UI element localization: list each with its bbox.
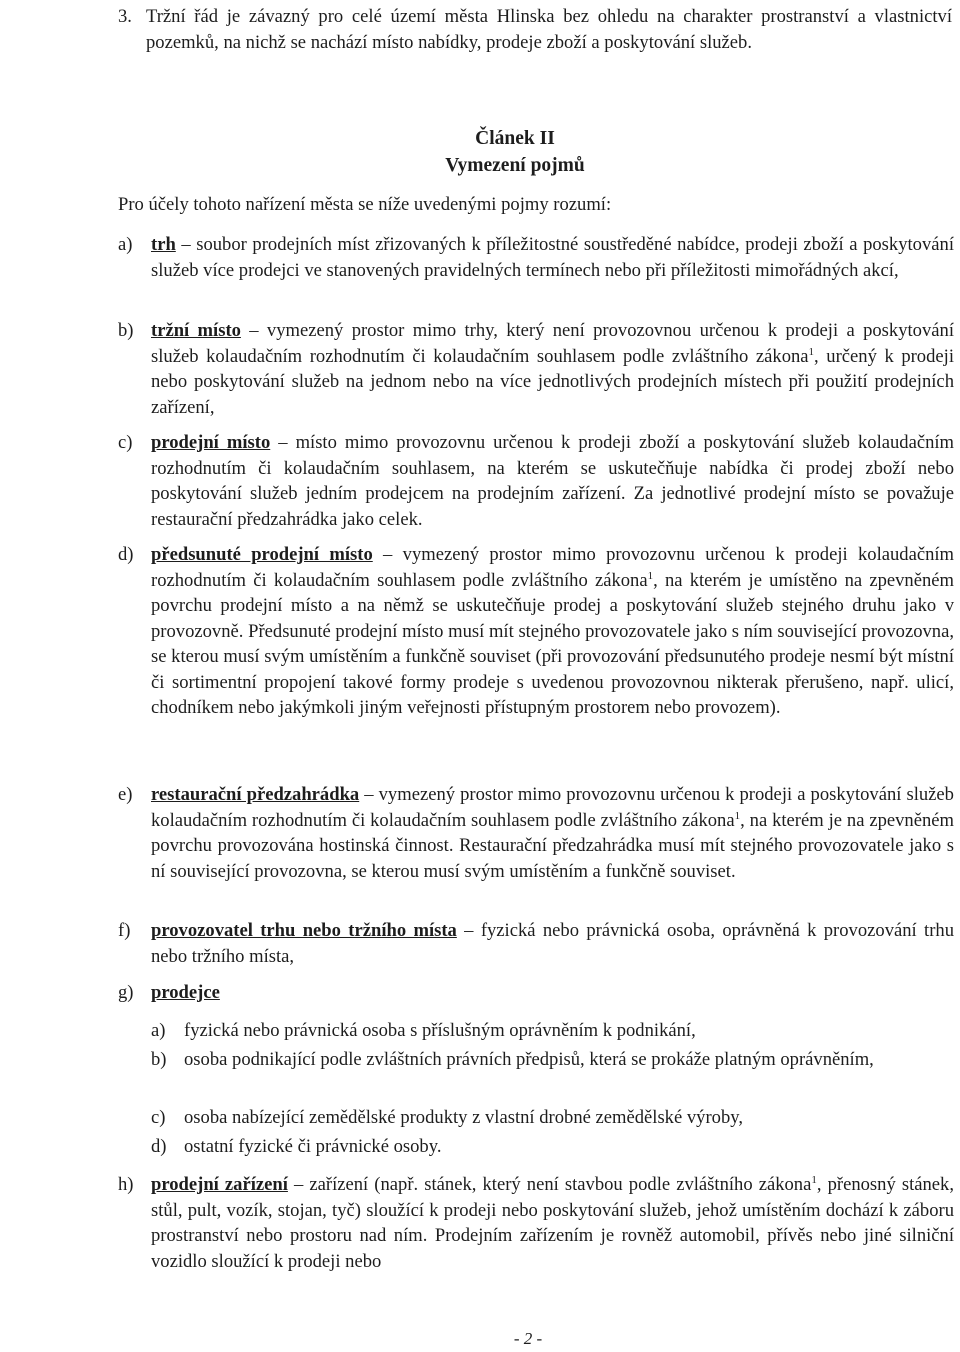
article-lead: Pro účely tohoto nařízení města se níže uvedenými pojmy rozumí: xyxy=(118,194,612,215)
definition-text-continued: , přenosný stánek, stůl, pult, vozík, stojan, tyč) sloužící k prodeji nebo poskytování služeb, jehož umístěním dochází k záboru prostranství nebo prostoru nad ním. Prodejním zařízením je rovněž automobil, přívěs nebo jiné silniční vozidlo sloužící k prodeji nebo xyxy=(151,1174,954,1272)
definition-item xyxy=(151,1172,954,1274)
article-subtitle: Vymezení pojmů xyxy=(445,155,585,176)
definition-item xyxy=(151,782,954,884)
intro-paragraph: Tržní řád je závazný pro celé území města Hlinska bez ohledu na charakter prostranství a vlastnictví pozemků, na nichž se nachází místo nabídky, prodeje zboží a poskytování služeb. xyxy=(146,6,952,53)
definition-text: – fyzická nebo právnická osoba, oprávněná k provozování trhu nebo tržního místa, xyxy=(151,920,954,967)
definition-term: prodejní zařízení xyxy=(151,1174,288,1195)
definition-text-continued: , určený k prodeji nebo poskytování služeb na jednom nebo na více jednotlivých prodejních místech při použití prodejních zařízení, xyxy=(151,345,954,418)
definition-item xyxy=(151,542,954,721)
seller-item: ostatní fyzické či právnické osoby. xyxy=(184,1136,442,1157)
seller-marker: c) xyxy=(151,1107,166,1128)
definition-text-continued: , na kterém je umístěno na zpevněném povrchu prodejní místo a na němž se uskutečňuje prodej a poskytování služeb stejného druhu jako v provozovně. Předsunuté prodejní místo musí mít stejného provozovatele jako s ním související provozovna, se kterou musí svým umístěním a funkčně souviset (při provozování předsunutého prodeje nesmí být místní či sortimentní propojení takové formy prodeje s uvedenou provozovnou nikterak přerušeno, např. ulicí, chodníkem nebo jakýmkoli jiným veřejnosti přístupným prostorem nebo provozem). xyxy=(151,569,954,718)
definition-term: předsunuté prodejní místo xyxy=(151,544,373,565)
definition-marker: g) xyxy=(118,982,134,1003)
definition-term: prodejní místo xyxy=(151,432,271,453)
seller-marker: b) xyxy=(151,1049,167,1070)
definition-term: provozovatel trhu nebo tržního místa xyxy=(151,920,457,941)
definition-marker: f) xyxy=(118,920,131,941)
footnote-reference: 1 xyxy=(808,345,815,358)
definition-marker: d) xyxy=(118,544,134,565)
footnote-reference: 1 xyxy=(647,569,654,582)
definition-item xyxy=(151,318,954,420)
definition-term: trh xyxy=(151,234,176,255)
definition-term: tržní místo xyxy=(151,320,241,341)
seller-item: osoba nabízející zemědělské produkty z vlastní drobné zemědělské výroby, xyxy=(184,1107,744,1128)
definition-term: prodejce xyxy=(151,982,220,1003)
footnote-reference: 1 xyxy=(811,1173,817,1186)
definition-text: – vymezený prostor mimo trhy, který není provozovnou určenou k prodeji a poskytování služeb kolaudačním rozhodnutím či kolaudačním souhlasem podle zvláštního zákona xyxy=(151,320,954,367)
seller-item: fyzická nebo právnická osoba s příslušným oprávněním k podnikání, xyxy=(184,1020,696,1041)
definition-marker: e) xyxy=(118,784,133,805)
definition-text: – vymezený prostor mimo provozovnu určenou k prodeji a poskytování služeb kolaudačním rozhodnutím či kolaudačním souhlasem podle zvláštního zákona xyxy=(151,784,954,831)
definition-marker: b) xyxy=(118,320,134,341)
definition-item xyxy=(151,980,954,1006)
seller-marker: d) xyxy=(151,1136,167,1157)
definition-term: restaurační předzahrádka xyxy=(151,784,360,805)
definition-marker: c) xyxy=(118,432,133,453)
definition-text-continued: , na kterém je na zpevněném povrchu provozována hostinská činnost. Restaurační předzahrádka musí mít stejného provozovatele jako s ní související provozovna, se kterou musí svým umístěním a funkčně souviset. xyxy=(151,809,954,882)
definition-text: – místo mimo provozovnu určenou k prodeji zboží a poskytování služeb kolaudačním rozhodnutím či kolaudačním souhlasem, na kterém se uskutečňuje nabídka či prodej zboží nebo poskytování služeb jedním prodejcem na prodejním zařízení. Za jednotlivé prodejní místo se považuje restaurační předzahrádka jako celek. xyxy=(151,432,955,530)
definition-item xyxy=(151,232,954,283)
page-number: - 2 - xyxy=(513,1329,543,1348)
definition-item xyxy=(151,430,954,532)
seller-item: osoba podnikající podle zvláštních právních předpisů, která se prokáže platným oprávněním, xyxy=(184,1049,874,1070)
intro-number: 3. xyxy=(118,6,132,27)
definition-item xyxy=(151,918,954,969)
definition-marker: a) xyxy=(118,234,133,255)
article-title: Článek II xyxy=(475,128,555,149)
footnote-reference: 1 xyxy=(734,809,741,822)
definition-text: – soubor prodejních míst zřizovaných k příležitostné soustředěné nabídce, prodeji zboží a poskytování služeb více prodejci ve stanovených pravidelných termínech nebo při příležitosti mimořádných akcí, xyxy=(151,234,954,281)
definition-marker: h) xyxy=(118,1174,134,1195)
definition-text: – vymezený prostor mimo provozovnu určenou k prodeji kolaudačním rozhodnutím či kolaudačním souhlasem podle zvláštního zákona xyxy=(151,544,955,591)
seller-marker: a) xyxy=(151,1020,166,1041)
definition-text: – zařízení (např. stánek, který není stavbou podle zvláštního zákona xyxy=(287,1174,812,1195)
